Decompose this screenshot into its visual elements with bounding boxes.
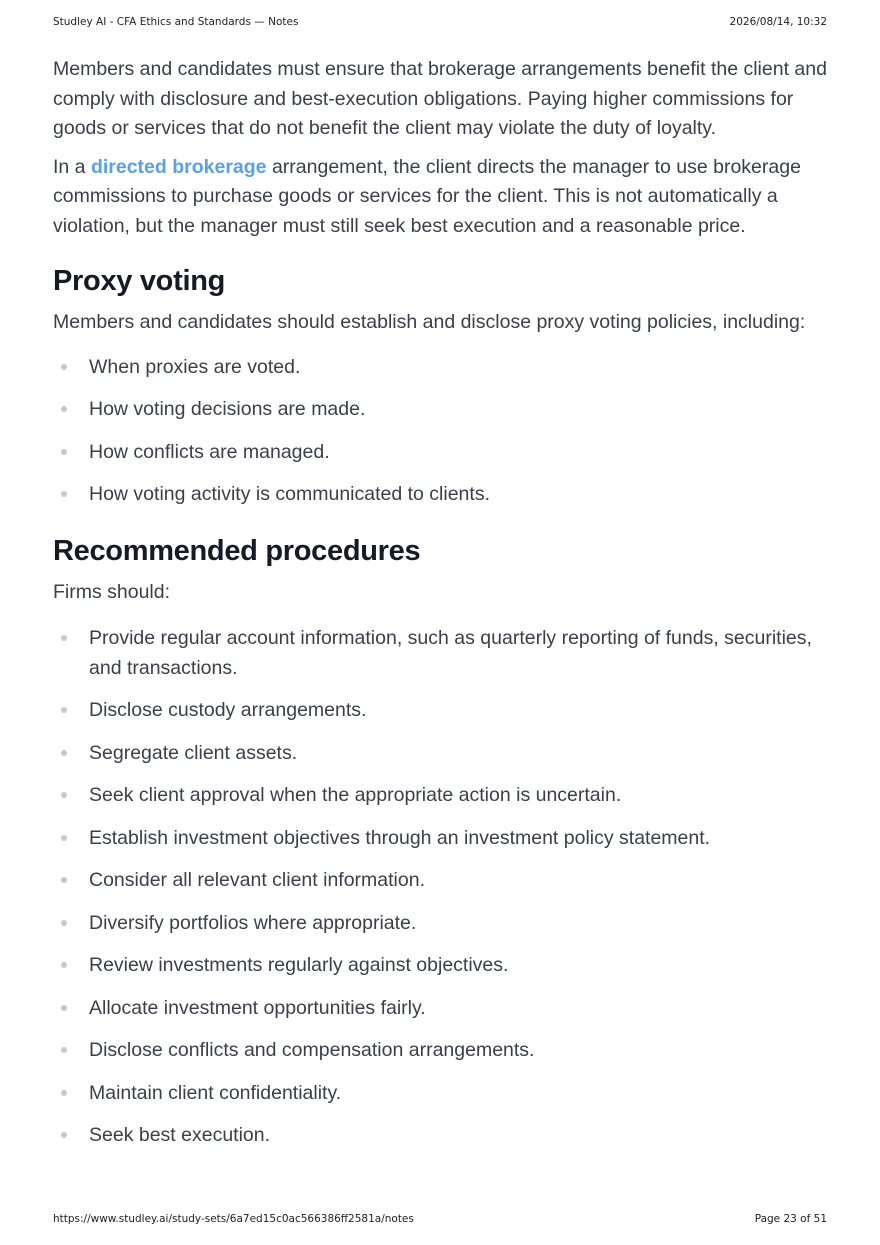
list-item bbox=[53, 394, 828, 424]
list-item bbox=[53, 780, 828, 810]
list-item-text: Segregate client assets. bbox=[89, 741, 298, 764]
list-item bbox=[53, 908, 828, 938]
bullet-dot-icon bbox=[61, 962, 67, 968]
directed-brokerage-link[interactable]: directed brokerage bbox=[90, 155, 267, 178]
bullet-dot-icon bbox=[61, 364, 67, 370]
bullet-dot-icon bbox=[61, 491, 67, 497]
list-item-text: Consider all relevant client information. bbox=[89, 869, 425, 891]
list-item bbox=[53, 695, 828, 725]
bullet-dot-icon bbox=[61, 1005, 67, 1011]
bullet-dot-icon bbox=[61, 920, 67, 926]
list-item-text: Disclose custody arrangements. bbox=[89, 699, 367, 721]
bullet-dot-icon bbox=[61, 835, 67, 841]
document-title: Studley AI - CFA Ethics and Standards — Notes bbox=[53, 16, 299, 28]
list-item bbox=[53, 1035, 828, 1065]
print-header bbox=[53, 16, 827, 28]
list-item-text: Maintain client confidentiality. bbox=[89, 1081, 342, 1104]
paragraph-directed-brokerage bbox=[53, 153, 828, 242]
notes-content bbox=[53, 55, 828, 1163]
bullet-dot-icon bbox=[61, 877, 67, 883]
bullet-dot-icon bbox=[61, 449, 67, 455]
list-item-text: Allocate investment opportunities fairly. bbox=[89, 996, 426, 1019]
list-item bbox=[53, 738, 828, 768]
list-item-text: Establish investment objectives through an investment policy statement. bbox=[89, 826, 711, 849]
list-item-text: Seek client approval when the appropriate action is uncertain. bbox=[89, 784, 622, 806]
list-item-text: Disclose conflicts and compensation arrangements. bbox=[89, 1039, 535, 1061]
heading-proxy-voting: Proxy voting bbox=[53, 265, 226, 297]
list-item-text: How voting activity is communicated to clients. bbox=[89, 483, 490, 505]
bullet-dot-icon bbox=[61, 1132, 67, 1138]
list-item bbox=[53, 623, 828, 683]
list-item bbox=[53, 823, 828, 853]
bullet-dot-icon bbox=[61, 635, 67, 641]
list-item bbox=[53, 437, 828, 467]
bullet-dot-icon bbox=[61, 1047, 67, 1053]
page-url: https://www.studley.ai/study-sets/6a7ed15c0ac566386ff2581a/notes bbox=[53, 1213, 414, 1225]
text-segment: arrangement, the client directs the manager to use brokerage commissions to purchase goods or services for the client. This is not automatically a violation, but the manager must still seek best execution and a reasonable price. bbox=[53, 155, 801, 237]
list-item bbox=[53, 1120, 828, 1150]
list-item-text: How voting decisions are made. bbox=[89, 398, 366, 420]
print-datetime: 2026/08/14, 10:32 bbox=[729, 16, 827, 28]
bullet-dot-icon bbox=[61, 750, 67, 756]
text-segment: In a bbox=[53, 155, 91, 178]
list-item-text: Review investments regularly against objectives. bbox=[89, 954, 509, 976]
page-number: Page 23 of 51 bbox=[754, 1213, 827, 1225]
list-item-text: When proxies are voted. bbox=[89, 355, 301, 378]
bullet-dot-icon bbox=[61, 1090, 67, 1096]
list-item bbox=[53, 865, 828, 895]
bullet-dot-icon bbox=[61, 792, 67, 798]
list-item-text: Diversify portfolios where appropriate. bbox=[89, 911, 417, 934]
list-item-text: Seek best execution. bbox=[89, 1124, 271, 1146]
list-item bbox=[53, 479, 828, 509]
list-item bbox=[53, 950, 828, 980]
proxy-lead: Members and candidates should establish and disclose proxy voting policies, including: bbox=[53, 311, 806, 333]
proxy-voting-list bbox=[53, 352, 828, 510]
list-item-text: Provide regular account information, such as quarterly reporting of funds, securities, and transactions. bbox=[89, 626, 812, 679]
list-item bbox=[53, 1078, 828, 1108]
list-item bbox=[53, 352, 828, 382]
bullet-dot-icon bbox=[61, 707, 67, 713]
heading-recommended-procedures: Recommended procedures bbox=[53, 535, 421, 567]
recommended-procedures-list bbox=[53, 623, 828, 1151]
print-footer bbox=[53, 1213, 827, 1225]
list-item-text: How conflicts are managed. bbox=[89, 440, 330, 463]
bullet-dot-icon bbox=[61, 406, 67, 412]
recommended-lead: Firms should: bbox=[53, 581, 171, 603]
paragraph-brokerage: Members and candidates must ensure that brokerage arrangements benefit the client and comply with disclosure and best-execution obligations. Paying higher commissions for goods or services that do not benefit the client may violate the duty of loyalty. bbox=[53, 58, 827, 139]
list-item bbox=[53, 993, 828, 1023]
